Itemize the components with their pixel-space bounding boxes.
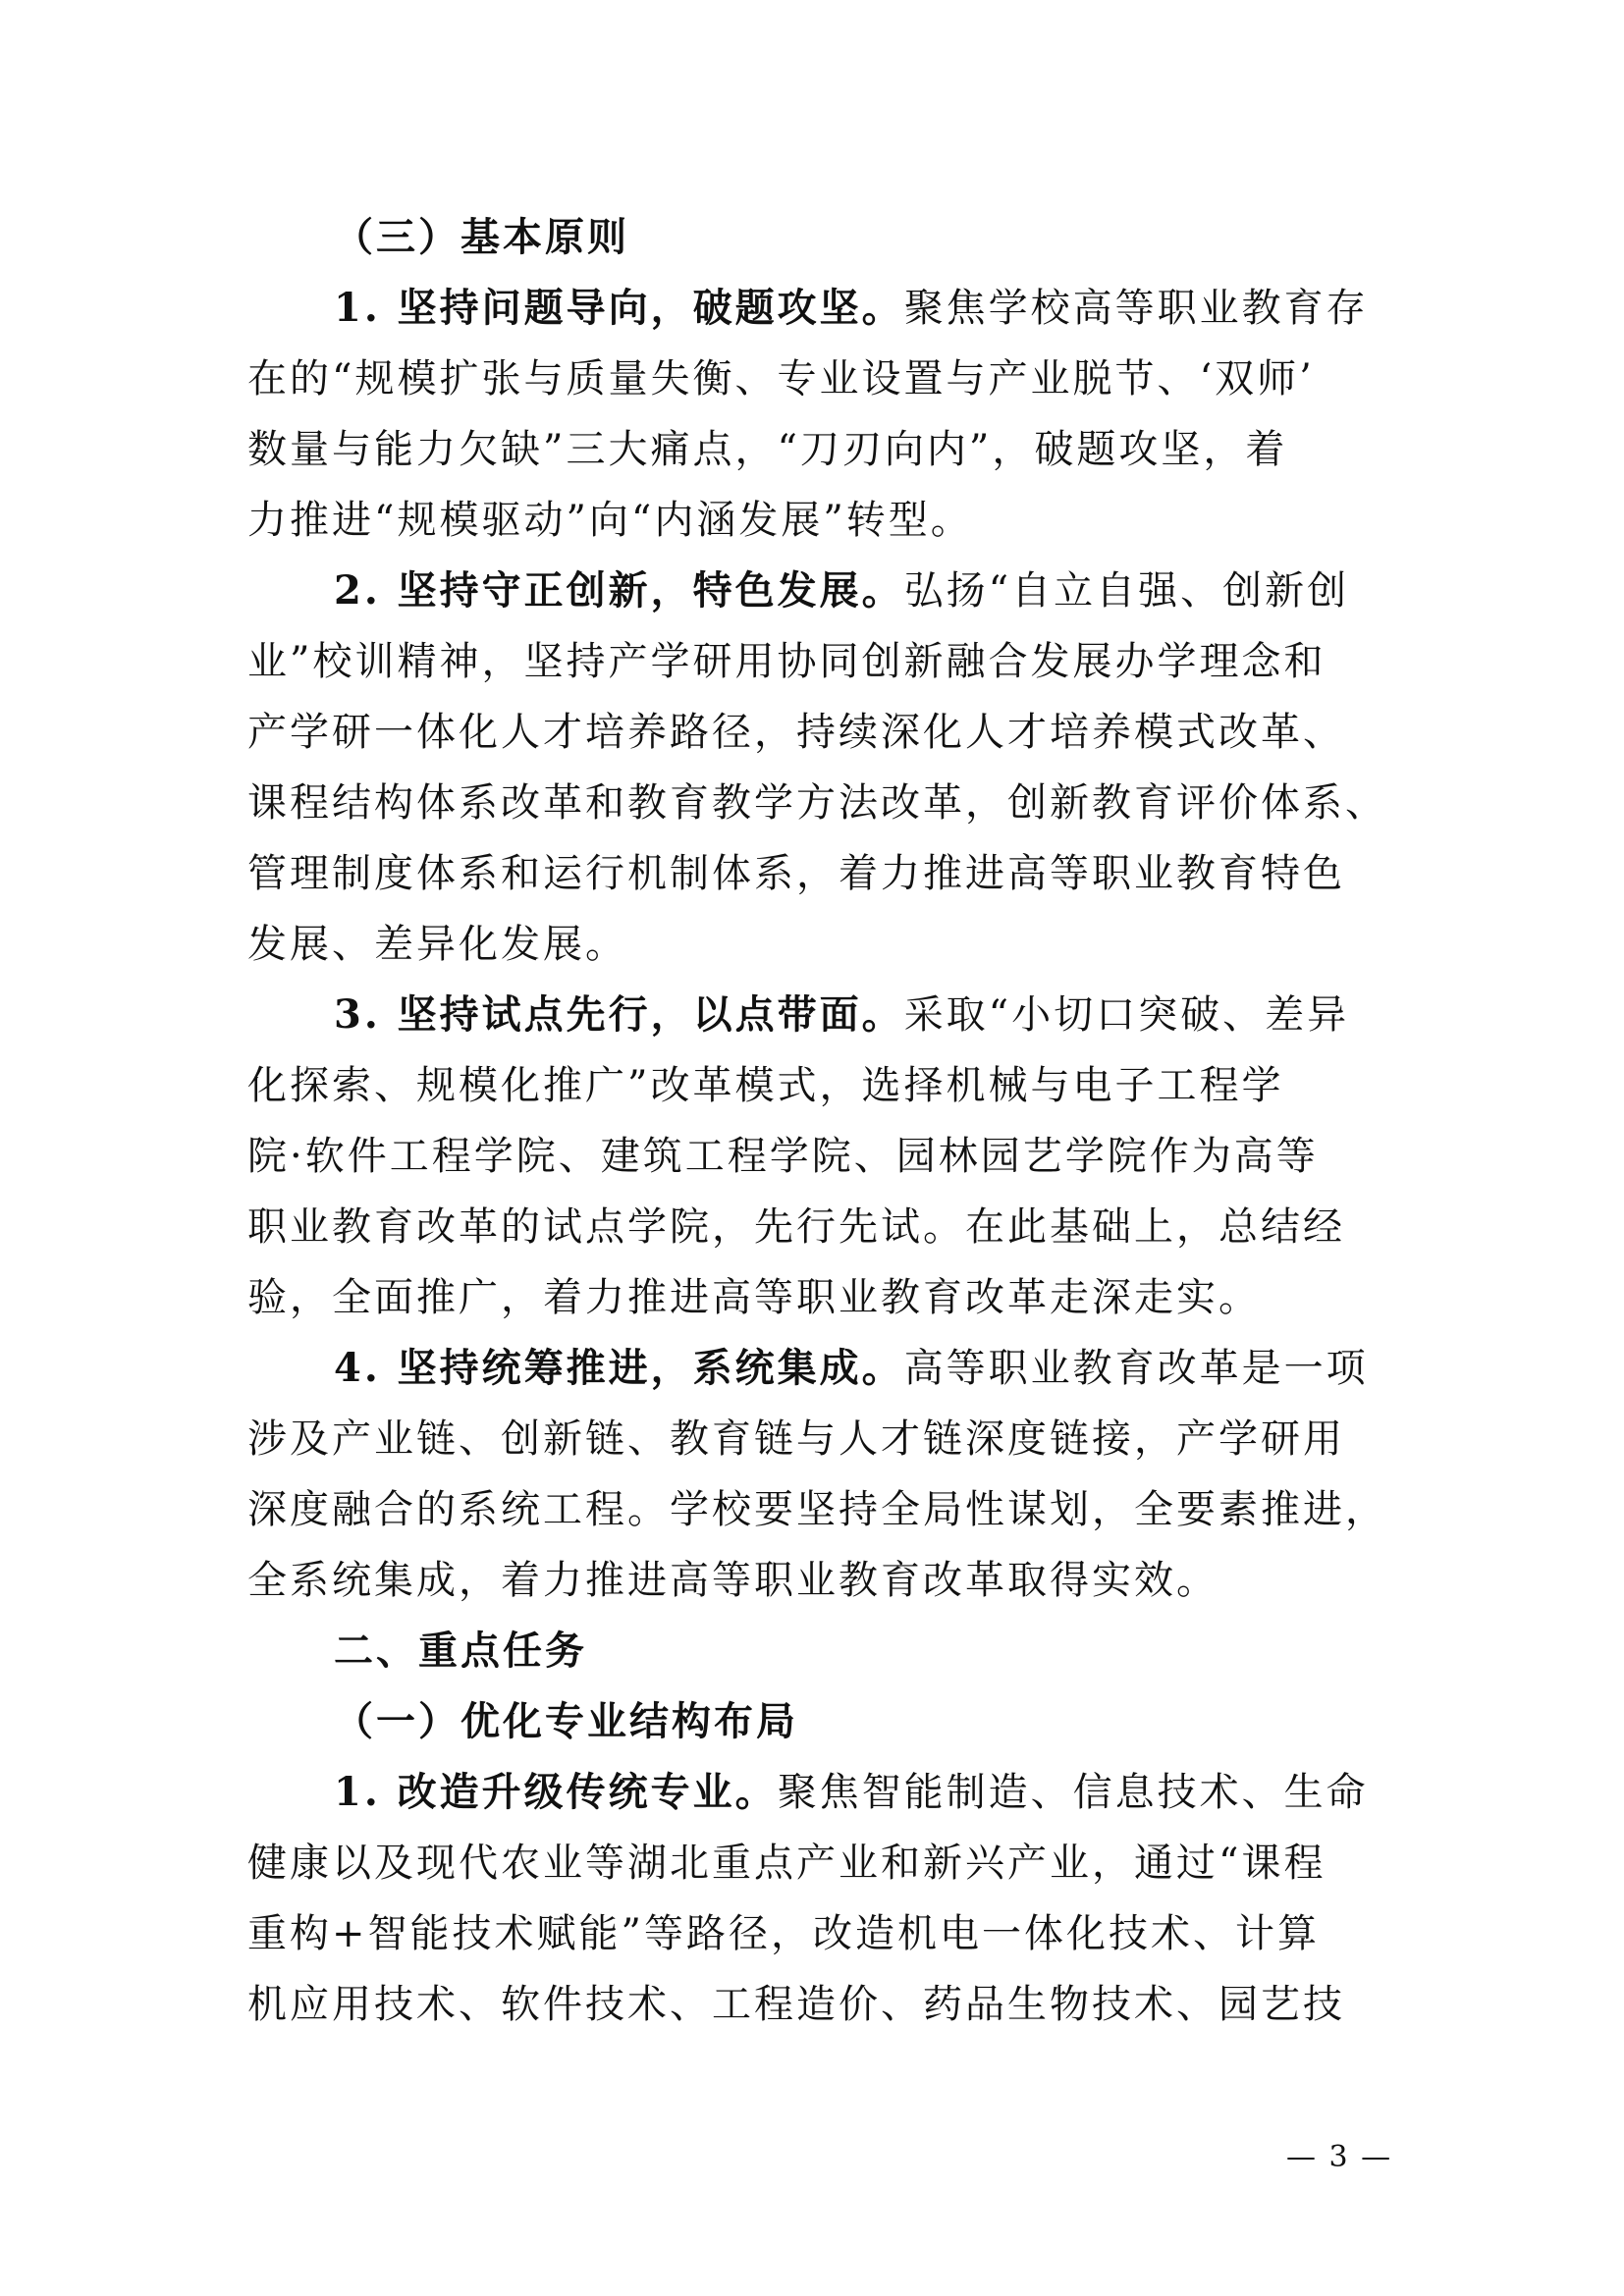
paragraph-text: 全系统集成，着力推进高等职业教育改革取得实效。 bbox=[247, 1558, 1218, 1603]
paragraph-text: 化探索、规模化推广”改革模式，选择机械与电子工程学 bbox=[247, 1063, 1284, 1108]
paragraph-text: 涉及产业链、创新链、教育链与人才链深度链接，产学研用 bbox=[247, 1416, 1345, 1462]
paragraph-text: 数量与能力欠缺”三大痛点，“刀刃向内”，破题攻坚，着 bbox=[247, 427, 1288, 472]
principle-3-lead: 3. 坚持试点先行，以点带面。 bbox=[334, 991, 904, 1038]
paragraph-text: 聚焦学校高等职业教育存 bbox=[903, 286, 1369, 331]
heading-text: 二、重点任务 bbox=[334, 1628, 587, 1674]
paragraph-text: 业”校训精神，坚持产学研用协同创新融合发展办学理念和 bbox=[247, 639, 1326, 684]
paragraph-line bbox=[247, 422, 1386, 477]
paragraph-line bbox=[247, 1553, 1386, 1608]
paragraph-text: 产学研一体化人才培养路径，持续深化人才培养模式改革、 bbox=[247, 710, 1345, 755]
paragraph-text: 课程结构体系改革和教育教学方法改革，创新教育评价体系、 bbox=[247, 780, 1387, 826]
paragraph-line bbox=[247, 1482, 1386, 1537]
principle-2-lead: 2. 坚持守正创新，特色发展。 bbox=[334, 567, 904, 614]
paragraph-line bbox=[247, 846, 1386, 901]
paragraph-text: 院·软件工程学院、建筑工程学院、园林园艺学院作为高等 bbox=[247, 1134, 1319, 1179]
paragraph-text: 弘扬“自立自强、创新创 bbox=[903, 568, 1350, 614]
paragraph-text: 发展、差异化发展。 bbox=[247, 922, 627, 967]
heading-text: （三）基本原则 bbox=[334, 214, 629, 260]
paragraph-text: 验，全面推广，着力推进高等职业教育改革走深走实。 bbox=[247, 1275, 1261, 1320]
paragraph-line bbox=[247, 493, 1386, 548]
section-heading-key-tasks bbox=[334, 1624, 1473, 1679]
task-1-title-line bbox=[334, 1765, 1473, 1820]
paragraph-text: 重构+智能技术赋能”等路径，改造机电一体化技术、计算 bbox=[247, 1911, 1320, 1956]
paragraph-text: 力推进“规模驱动”向“内涵发展”转型。 bbox=[247, 498, 973, 543]
paragraph-text: 在的“规模扩张与质量失衡、专业设置与产业脱节、‘双师’ bbox=[247, 356, 1315, 401]
paragraph-line bbox=[247, 1412, 1386, 1467]
subsection-heading-optimize-structure bbox=[334, 1694, 1473, 1749]
paragraph-line bbox=[247, 1200, 1386, 1255]
paragraph-line bbox=[247, 1836, 1386, 1891]
paragraph-text: 健康以及现代农业等湖北重点产业和新兴产业，通过“课程 bbox=[247, 1841, 1326, 1886]
paragraph-line bbox=[247, 1058, 1386, 1113]
heading-text: （一）优化专业结构布局 bbox=[334, 1698, 798, 1744]
paragraph-line bbox=[247, 1977, 1386, 2032]
paragraph-text: 高等职业教育改革是一项 bbox=[903, 1346, 1369, 1391]
paragraph-text: 职业教育改革的试点学院，先行先试。在此基础上，总结经 bbox=[247, 1204, 1345, 1250]
section-heading-basic-principles bbox=[334, 210, 1473, 265]
principle-1-lead: 1. 坚持问题导向，破题攻坚。 bbox=[334, 285, 904, 331]
paragraph-text: 聚焦智能制造、信息技术、生命 bbox=[777, 1770, 1369, 1815]
task-1-lead: 1. 改造升级传统专业。 bbox=[334, 1769, 778, 1815]
paragraph-text: 深度融合的系统工程。学校要坚持全局性谋划，全要素推进， bbox=[247, 1487, 1387, 1532]
paragraph-line bbox=[247, 917, 1386, 972]
paragraph-line bbox=[247, 1906, 1386, 1961]
paragraph-line bbox=[247, 705, 1386, 760]
paragraph-text: 机应用技术、软件技术、工程造价、药品生物技术、园艺技 bbox=[247, 1982, 1345, 2027]
principle-4-title-line bbox=[334, 1341, 1473, 1396]
paragraph-line bbox=[247, 634, 1386, 689]
paragraph-text: 采取“小切口突破、差异 bbox=[903, 992, 1350, 1038]
principle-3-title-line bbox=[334, 988, 1473, 1042]
principle-4-lead: 4. 坚持统筹推进，系统集成。 bbox=[334, 1345, 904, 1391]
paragraph-line bbox=[247, 351, 1386, 406]
paragraph-line bbox=[247, 1129, 1386, 1184]
paragraph-line bbox=[247, 775, 1386, 830]
page-number: — 3 — bbox=[1286, 2140, 1393, 2174]
paragraph-line bbox=[247, 1270, 1386, 1325]
paragraph-text: 管理制度体系和运行机制体系，着力推进高等职业教育特色 bbox=[247, 851, 1345, 896]
principle-1-title-line bbox=[334, 281, 1473, 336]
principle-2-title-line bbox=[334, 563, 1473, 618]
